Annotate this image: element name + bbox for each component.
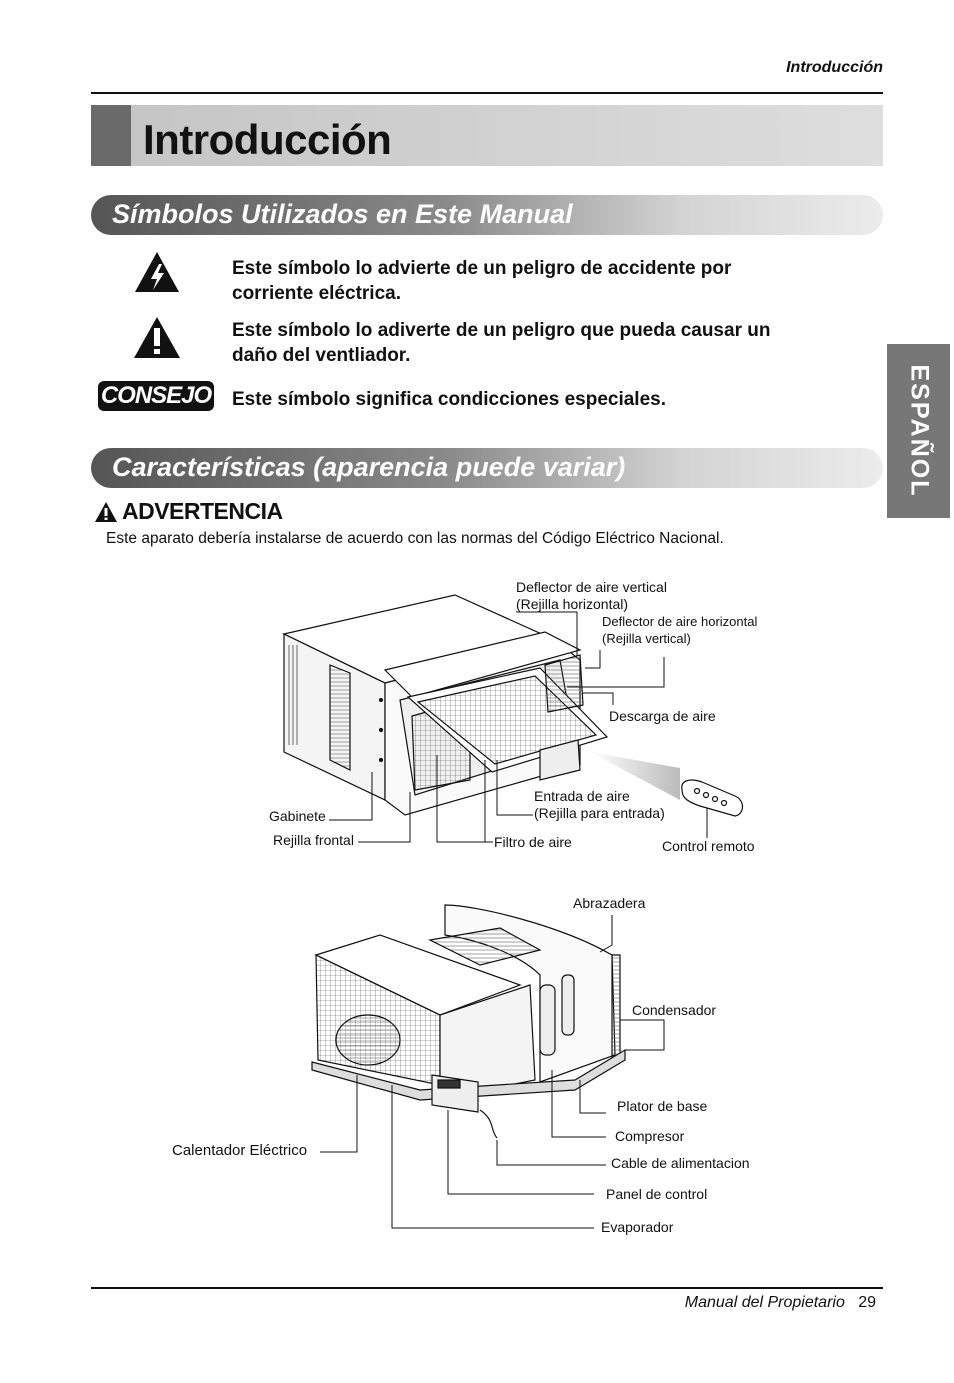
running-header: Introducción	[786, 59, 883, 76]
section-title-features: Características (aparencia puede variar)	[112, 452, 626, 482]
warning-text: Este aparato debería instalarse de acuerdo con las normas del Código Eléctrico Nacional.	[106, 530, 724, 547]
footer-page-number: 29	[858, 1294, 876, 1311]
label-control-panel: Panel de control	[606, 1186, 708, 1202]
label-compressor: Compresor	[615, 1128, 685, 1144]
symbol-text-electric-line2: corriente eléctrica.	[232, 283, 401, 304]
label-power-cord: Cable de alimentacion	[611, 1155, 750, 1171]
label-horizontal-deflector	[602, 613, 757, 647]
label-vertical-deflector-line2: (Rejilla horizontal)	[516, 596, 629, 612]
label-clamp: Abrazadera	[573, 895, 646, 911]
page-title: Introducción	[143, 116, 392, 163]
page-footer	[685, 1294, 876, 1312]
symbol-text-electric-line1: Este símbolo lo advierte de un peligro de accidente por	[232, 258, 732, 279]
label-condenser: Condensador	[632, 1002, 717, 1018]
label-remote-control: Control remoto	[662, 838, 755, 854]
symbol-text-warning-line1: Este símbolo lo adiverte de un peligro que pueda causar un	[232, 320, 771, 341]
footer-manual-label: Manual del Propietario	[684, 1294, 845, 1311]
label-front-grille: Rejilla frontal	[273, 832, 354, 848]
label-evaporator: Evaporador	[601, 1219, 674, 1235]
language-tab-label: ESPAÑOL	[905, 364, 933, 498]
label-base-pan: Plator de base	[617, 1098, 708, 1114]
label-vertical-deflector	[516, 579, 667, 613]
symbol-text-warning-line2: daño del ventliador.	[232, 345, 411, 366]
consejo-badge: CONSEJO	[98, 381, 214, 411]
label-horizontal-deflector-line2: (Rejilla vertical)	[602, 631, 691, 646]
label-air-discharge: Descarga de aire	[609, 708, 716, 724]
label-cabinet: Gabinete	[269, 808, 326, 824]
label-vertical-deflector-line1: Deflector de aire vertical	[516, 579, 667, 595]
label-air-intake-line1: Entrada de aire	[534, 788, 630, 804]
rear-unit-drawing	[312, 905, 625, 1138]
label-air-intake	[534, 788, 665, 822]
consejo-text: Este símbolo significa condicciones especiales.	[232, 389, 666, 410]
front-unit-drawing	[284, 595, 607, 815]
warning-label: ADVERTENCIA	[122, 498, 283, 524]
label-air-filter: Filtro de aire	[494, 834, 572, 850]
label-horizontal-deflector-line1: Deflector de aire horizontal	[602, 614, 758, 629]
section-title-symbols: Símbolos Utilizados en Este Manual	[112, 199, 573, 229]
bottom-rule	[91, 1287, 883, 1289]
label-air-intake-line2: (Rejilla para entrada)	[534, 805, 665, 821]
remote-control-drawing	[682, 780, 743, 816]
label-electric-heater: Calentador Eléctrico	[172, 1142, 308, 1159]
